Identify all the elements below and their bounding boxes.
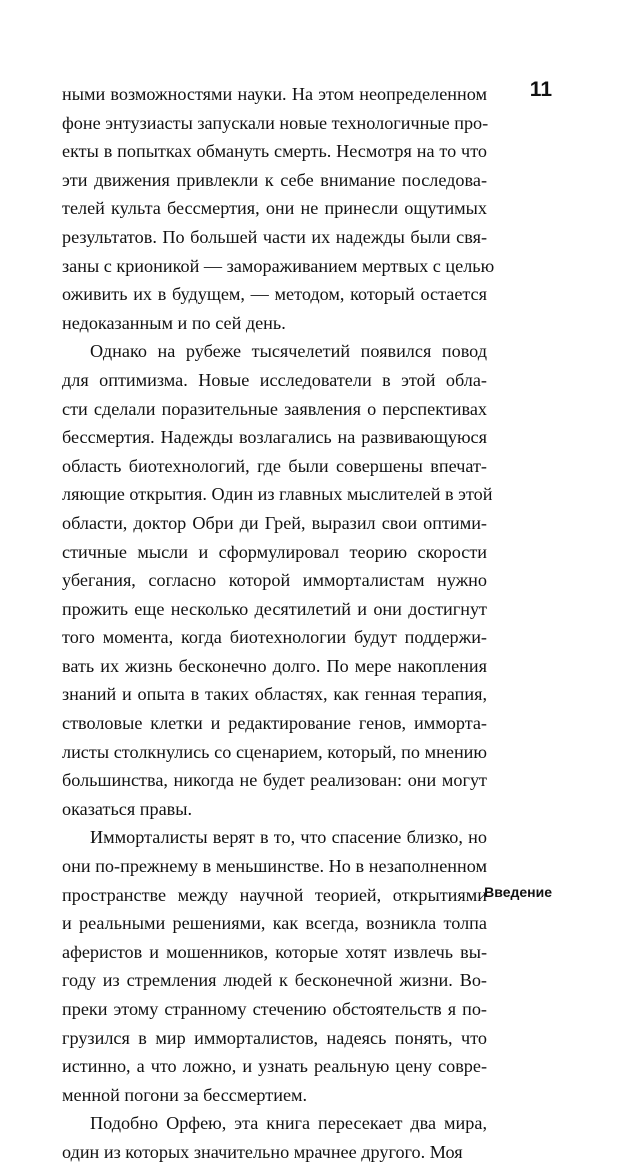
text-line: телей культа бессмертия, они не принесли ощутимых xyxy=(62,198,487,219)
text-line: они по-прежнему в меньшинстве. Но в незаполненном xyxy=(62,856,487,877)
text-line: году из стремления людей к бесконечной жизни. Во- xyxy=(62,970,487,991)
text-line: того момента, когда биотехнологии будут поддержи- xyxy=(62,627,487,648)
text-line: оживить их в будущем, — методом, который остается xyxy=(62,284,487,305)
running-footer-section-title: Введение xyxy=(484,884,552,900)
paragraph xyxy=(62,337,493,823)
text-line: аферистов и мошенников, которые хотят извлечь вы- xyxy=(62,941,487,962)
text-line: преки этому странному стечению обстоятельств я по- xyxy=(62,999,487,1019)
text-line: вать их жизнь бесконечно долго. По мере накопления xyxy=(62,655,487,676)
text-line: ными возможностями науки. На этом неопределенном xyxy=(62,84,487,104)
text-line: сти сделали поразительные заявления о перспективах xyxy=(62,398,487,419)
paragraph xyxy=(62,80,495,337)
text-line: результатов. По большей части их надежды были свя- xyxy=(62,226,487,247)
text-line: стволовые клетки и редактирование генов, имморта- xyxy=(62,713,487,734)
text-line: большинства, никогда не будет реализован: они могут xyxy=(62,770,487,791)
text-line: для оптимизма. Новые исследователи в этой обла- xyxy=(62,369,487,390)
text-line: истинно, а что ложно, и узнать реальную цену совре- xyxy=(62,1056,487,1077)
text-line: оказаться правы. xyxy=(62,798,192,819)
text-line: екты в попытках обмануть смерть. Несмотря на то что xyxy=(62,141,487,162)
text-line: заны с крионикой — замораживанием мертвых с целью xyxy=(62,255,495,276)
text-line: и реальными решениями, как всегда, возникла толпа xyxy=(62,913,487,934)
text-line: менной погони за бессмертием. xyxy=(62,1084,308,1105)
text-line: знаний и опыта в таких областях, как генная терапия, xyxy=(62,684,487,705)
page-number: 11 xyxy=(529,78,552,101)
text-line: фоне энтузиасты запускали новые технологичные про- xyxy=(62,112,489,133)
text-line: Однако на рубеже тысячелетий появился повод xyxy=(90,341,487,362)
text-line: прожить еще несколько десятилетий и они достигнут xyxy=(62,598,487,619)
text-line: недоказанным и по сей день. xyxy=(62,312,286,333)
body-text xyxy=(62,80,495,1167)
text-line: листы столкнулись со сценарием, который, по мнению xyxy=(62,741,487,762)
text-line: пространстве между научной теорией, открытиями xyxy=(62,884,487,905)
text-line: грузился в мир имморталистов, надеясь понять, что xyxy=(62,1027,487,1048)
text-line: Подобно Орфею, эта книга пересекает два мира, xyxy=(90,1113,487,1134)
text-line: области, доктор Обри ди Грей, выразил свои оптими- xyxy=(62,512,487,533)
paragraph xyxy=(62,1109,487,1166)
text-line: один из которых значительно мрачнее другого. Моя xyxy=(62,1141,463,1162)
text-line: бессмертия. Надежды возлагались на развивающуюся xyxy=(62,427,487,448)
text-line: ляющие открытия. Один из главных мыслителей в этой xyxy=(62,484,493,505)
text-line: Имморталисты верят в то, что спасение близко, но xyxy=(90,827,487,848)
text-line: убегания, согласно которой имморталистам нужно xyxy=(62,570,487,591)
paragraph xyxy=(62,823,487,1109)
text-line: эти движения привлекли к себе внимание последова- xyxy=(62,169,487,190)
text-line: область биотехнологий, где были совершены впечат- xyxy=(62,455,487,476)
text-line: стичные мысли и сформулировал теорию скорости xyxy=(62,541,487,562)
